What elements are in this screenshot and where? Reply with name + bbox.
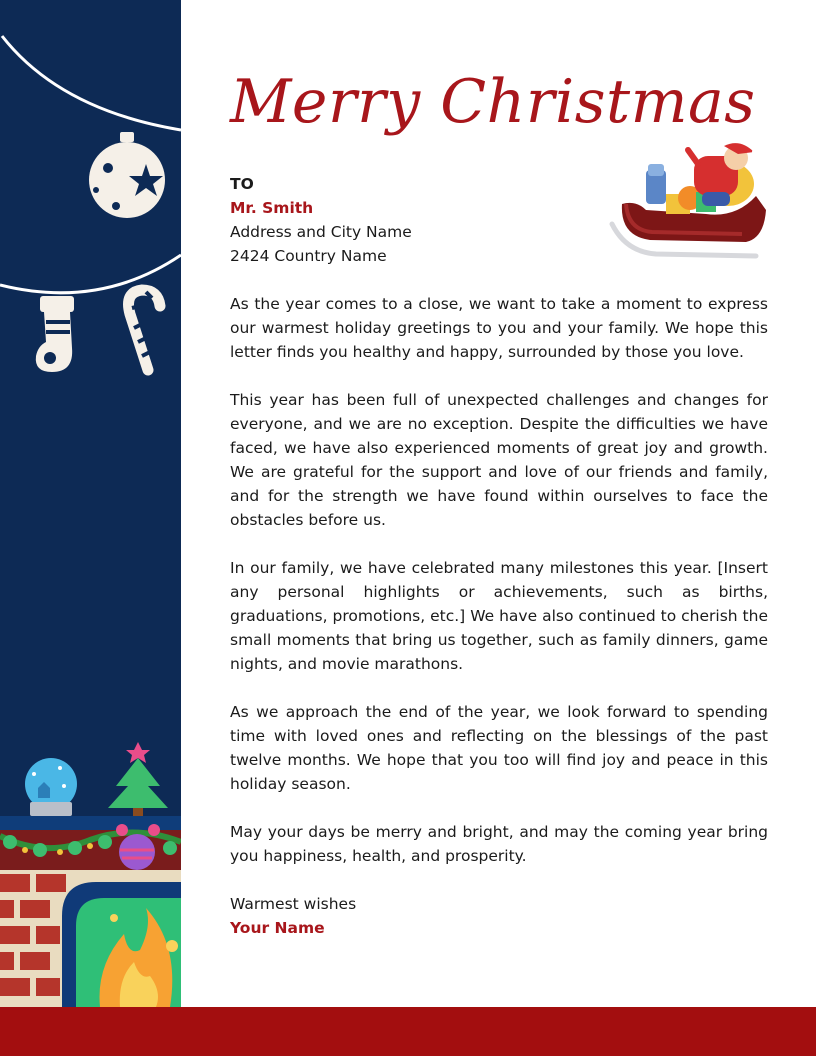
footer-bar xyxy=(0,1007,816,1056)
signoff-block xyxy=(230,892,768,940)
recipient-country: 2424 Country Name xyxy=(230,247,387,265)
fireplace-icon xyxy=(0,816,181,1007)
recipient-address: Address and City Name xyxy=(230,223,412,241)
recipient-name: Mr. Smith xyxy=(230,199,314,217)
page-title: Merry Christmas xyxy=(230,67,756,137)
letter-content xyxy=(230,172,768,940)
recipient-block xyxy=(230,172,768,268)
body-paragraph: As the year comes to a close, we want to take a moment to express our warmest holiday greetings to you and your family. We hope this letter finds you healthy and happy, surrounded by those you love. xyxy=(230,295,768,361)
candy-cane-icon xyxy=(112,284,172,376)
sender-name: Your Name xyxy=(230,919,325,937)
body-paragraph: May your days be merry and bright, and may the coming year bring you happiness, health, and prosperity. xyxy=(230,823,768,865)
stocking-icon xyxy=(30,292,84,378)
signoff-text: Warmest wishes xyxy=(230,895,357,913)
to-label: TO xyxy=(230,175,254,193)
sidebar-decoration xyxy=(0,0,181,1007)
christmas-tree-icon xyxy=(102,740,174,818)
snow-globe-icon xyxy=(20,756,82,820)
body-paragraph: This year has been full of unexpected challenges and changes for everyone, and we are no exception. Despite the difficulties we have faced, we have also experienced moments of great joy and growth. We are grateful for the support and love of our friends and family, and for the strength we have found within ourselves to face the obstacles before us. xyxy=(230,391,768,529)
body-paragraph: As we approach the end of the year, we look forward to spending time with loved ones and reflecting on the blessings of the past twelve months. We hope that you too will find joy and peace in this holiday season. xyxy=(230,703,768,793)
body-paragraph: In our family, we have celebrated many milestones this year. [Insert any personal highlights or achievements, such as births, graduations, promotions, etc.] We have also continued to cherish the small moments that bring us together, such as family dinners, game nights, and movie marathons. xyxy=(230,559,768,673)
ornament-icon xyxy=(86,128,170,228)
